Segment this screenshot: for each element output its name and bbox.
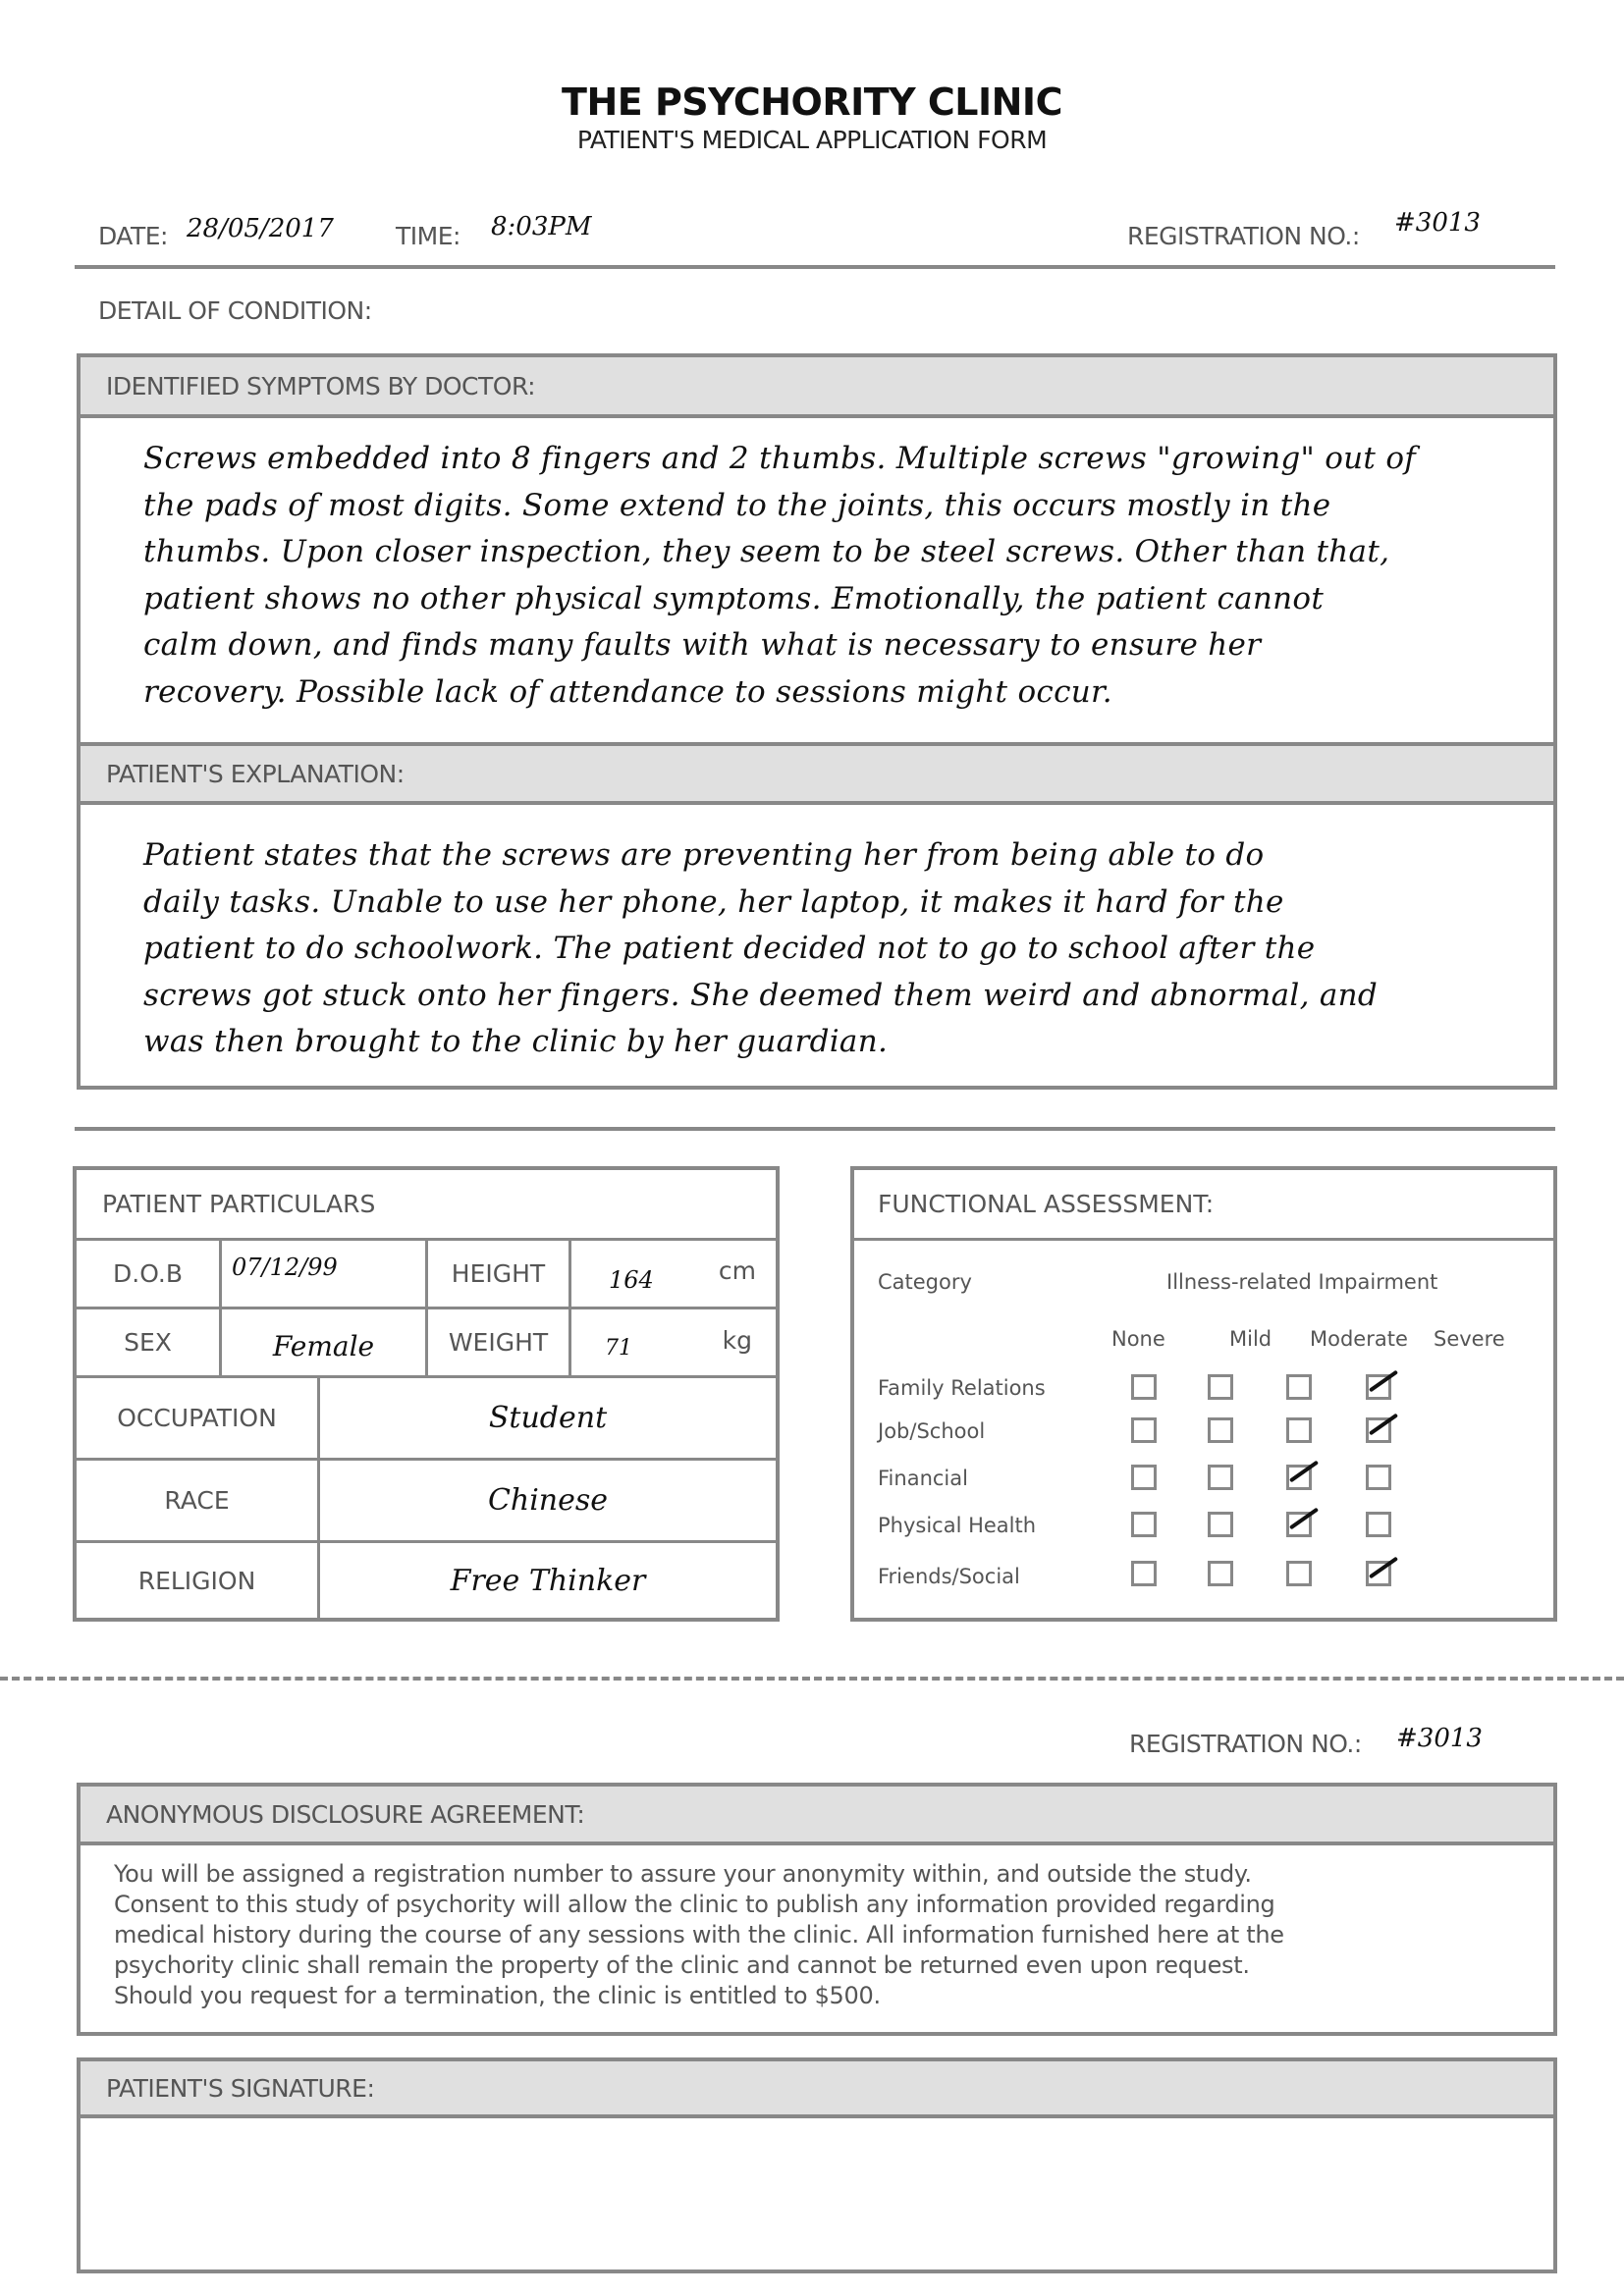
text-line: screws got stuck onto her fingers. She deemed them weird and abnormal, and: [143, 977, 1379, 1013]
text-line: recovery. Possible lack of attendance to sessions might occur.: [143, 673, 1112, 710]
date-label: DATE:: [98, 222, 168, 250]
particulars-heading: PATIENT PARTICULARS: [77, 1170, 776, 1241]
race-label: RACE: [77, 1461, 320, 1543]
checkbox-job-none[interactable]: [1131, 1417, 1157, 1443]
text-line: You will be assigned a registration number to assure your anonymity within, and outside the study.: [114, 1860, 1252, 1888]
checkbox-family-mild[interactable]: [1208, 1374, 1233, 1400]
text-line: patient shows no other physical symptoms. Emotionally, the patient cannot: [143, 580, 1325, 616]
occupation-label: OCCUPATION: [77, 1378, 320, 1461]
divider: [75, 1127, 1555, 1131]
text-line: Patient states that the screws are preventing her from being able to do: [143, 837, 1265, 873]
text-line: medical history during the course of any sessions with the clinic. All information furnished here at the: [114, 1921, 1284, 1949]
category-header: Category: [878, 1270, 972, 1294]
weight-label: WEIGHT: [428, 1309, 571, 1378]
weight-field[interactable]: [571, 1309, 776, 1378]
detail-of-condition-label: DETAIL OF CONDITION:: [98, 296, 372, 325]
text-line: Should you request for a termination, the clinic is entitled to $500.: [114, 1982, 881, 2009]
checkbox-financial-mild[interactable]: [1208, 1465, 1233, 1490]
footer-registration-label: REGISTRATION NO.:: [1129, 1730, 1362, 1758]
date-field[interactable]: 28/05/2017: [187, 214, 334, 243]
dob-value: 07/12/99: [232, 1253, 338, 1281]
category-friends-social: Friends/Social: [878, 1565, 1020, 1588]
tear-off-line: [0, 1677, 1624, 1681]
checkbox-friends-moderate[interactable]: [1286, 1561, 1312, 1586]
symptoms-heading: IDENTIFIED SYMPTOMS BY DOCTOR:: [81, 357, 1553, 418]
checkbox-physical-none[interactable]: [1131, 1512, 1157, 1537]
category-physical-health: Physical Health: [878, 1514, 1037, 1537]
form-subtitle: PATIENT'S MEDICAL APPLICATION FORM: [576, 126, 1048, 154]
check-mark-icon: [1289, 1508, 1319, 1530]
agreement-heading: ANONYMOUS DISCLOSURE AGREEMENT:: [81, 1787, 1553, 1845]
checkbox-financial-none[interactable]: [1131, 1465, 1157, 1490]
checkbox-physical-mild[interactable]: [1208, 1512, 1233, 1537]
checkbox-family-none[interactable]: [1131, 1374, 1157, 1400]
level-mild: Mild: [1229, 1327, 1272, 1351]
category-financial: Financial: [878, 1467, 968, 1490]
text-line: calm down, and finds many faults with what is necessary to ensure her: [143, 627, 1262, 663]
patient-particulars-table: [73, 1166, 780, 1622]
symptoms-field[interactable]: [81, 418, 1553, 716]
religion-field[interactable]: [320, 1543, 776, 1618]
clinic-title: THE PSYCHORITY CLINIC: [562, 80, 1062, 124]
check-mark-icon: [1289, 1461, 1319, 1483]
category-job-school: Job/School: [878, 1419, 986, 1443]
text-line: patient to do schoolwork. The patient decided not to go to school after the: [143, 931, 1316, 966]
category-family-relations: Family Relations: [878, 1376, 1046, 1400]
checkbox-job-mild[interactable]: [1208, 1417, 1233, 1443]
occupation-field[interactable]: [320, 1378, 776, 1461]
checkbox-physical-moderate[interactable]: [1286, 1512, 1312, 1537]
checkbox-physical-severe[interactable]: [1366, 1512, 1391, 1537]
signature-field[interactable]: [81, 2118, 1553, 2266]
weight-value: 71: [605, 1336, 632, 1361]
occupation-value: Student: [488, 1401, 608, 1435]
functional-assessment-table: [850, 1166, 1557, 1622]
symptoms-panel: [77, 353, 1557, 746]
disclosure-agreement-panel: [77, 1783, 1557, 2036]
explanation-panel: [77, 742, 1557, 1090]
height-unit: cm: [718, 1256, 756, 1285]
divider: [75, 265, 1555, 269]
signature-heading: PATIENT'S SIGNATURE:: [81, 2061, 1553, 2118]
religion-label: RELIGION: [77, 1543, 320, 1618]
text-line: was then brought to the clinic by her guardian.: [143, 1024, 889, 1059]
sex-field[interactable]: [222, 1309, 428, 1378]
level-none: None: [1111, 1327, 1165, 1351]
sex-label: SEX: [77, 1309, 222, 1378]
level-moderate: Moderate: [1310, 1327, 1408, 1351]
text-line: the pads of most digits. Some extend to the joints, this occurs mostly in the: [143, 487, 1331, 523]
text-line: daily tasks. Unable to use her phone, her laptop, it makes it hard for the: [143, 883, 1284, 920]
time-field[interactable]: 8:03PM: [491, 212, 592, 241]
check-mark-icon: [1369, 1414, 1398, 1436]
footer-registration-field[interactable]: #3013: [1396, 1724, 1483, 1753]
check-mark-icon: [1369, 1370, 1398, 1393]
checkbox-friends-mild[interactable]: [1208, 1561, 1233, 1586]
height-field[interactable]: [571, 1241, 776, 1309]
agreement-text: [81, 1845, 1553, 2011]
height-label: HEIGHT: [428, 1241, 571, 1309]
text-line: Screws embedded into 8 fingers and 2 thumbs. Multiple screws "growing" out of: [143, 441, 1417, 476]
explanation-heading: PATIENT'S EXPLANATION:: [81, 746, 1553, 805]
registration-label: REGISTRATION NO.:: [1127, 222, 1360, 250]
race-field[interactable]: [320, 1461, 776, 1543]
checkbox-family-moderate[interactable]: [1286, 1374, 1312, 1400]
text-line: thumbs. Upon closer inspection, they seem to be steel screws. Other than that,: [143, 534, 1390, 569]
dob-label: D.O.B: [77, 1241, 222, 1309]
sex-value: Female: [272, 1330, 375, 1362]
functional-heading: FUNCTIONAL ASSESSMENT:: [854, 1170, 1553, 1241]
check-mark-icon: [1369, 1557, 1398, 1579]
explanation-field[interactable]: [81, 805, 1553, 1066]
checkbox-financial-severe[interactable]: [1366, 1465, 1391, 1490]
checkbox-friends-none[interactable]: [1131, 1561, 1157, 1586]
text-line: Consent to this study of psychority will allow the clinic to publish any information provided regarding: [114, 1891, 1275, 1918]
text-line: psychority clinic shall remain the property of the clinic and cannot be returned even upon request.: [114, 1951, 1250, 1979]
dob-field[interactable]: [222, 1241, 428, 1309]
level-severe: Severe: [1434, 1327, 1505, 1351]
checkbox-family-severe[interactable]: [1366, 1374, 1391, 1400]
registration-field[interactable]: #3013: [1394, 208, 1481, 238]
checkbox-friends-severe[interactable]: [1366, 1561, 1391, 1586]
impairment-header: Illness-related Impairment: [1166, 1270, 1438, 1294]
race-value: Chinese: [487, 1483, 609, 1518]
signature-panel: [77, 2057, 1557, 2273]
checkbox-job-severe[interactable]: [1366, 1417, 1391, 1443]
checkbox-job-moderate[interactable]: [1286, 1417, 1312, 1443]
religion-value: Free Thinker: [450, 1563, 646, 1598]
weight-unit: kg: [722, 1326, 752, 1355]
time-label: TIME:: [396, 222, 460, 250]
checkbox-financial-moderate[interactable]: [1286, 1465, 1312, 1490]
height-value: 164: [609, 1265, 654, 1294]
